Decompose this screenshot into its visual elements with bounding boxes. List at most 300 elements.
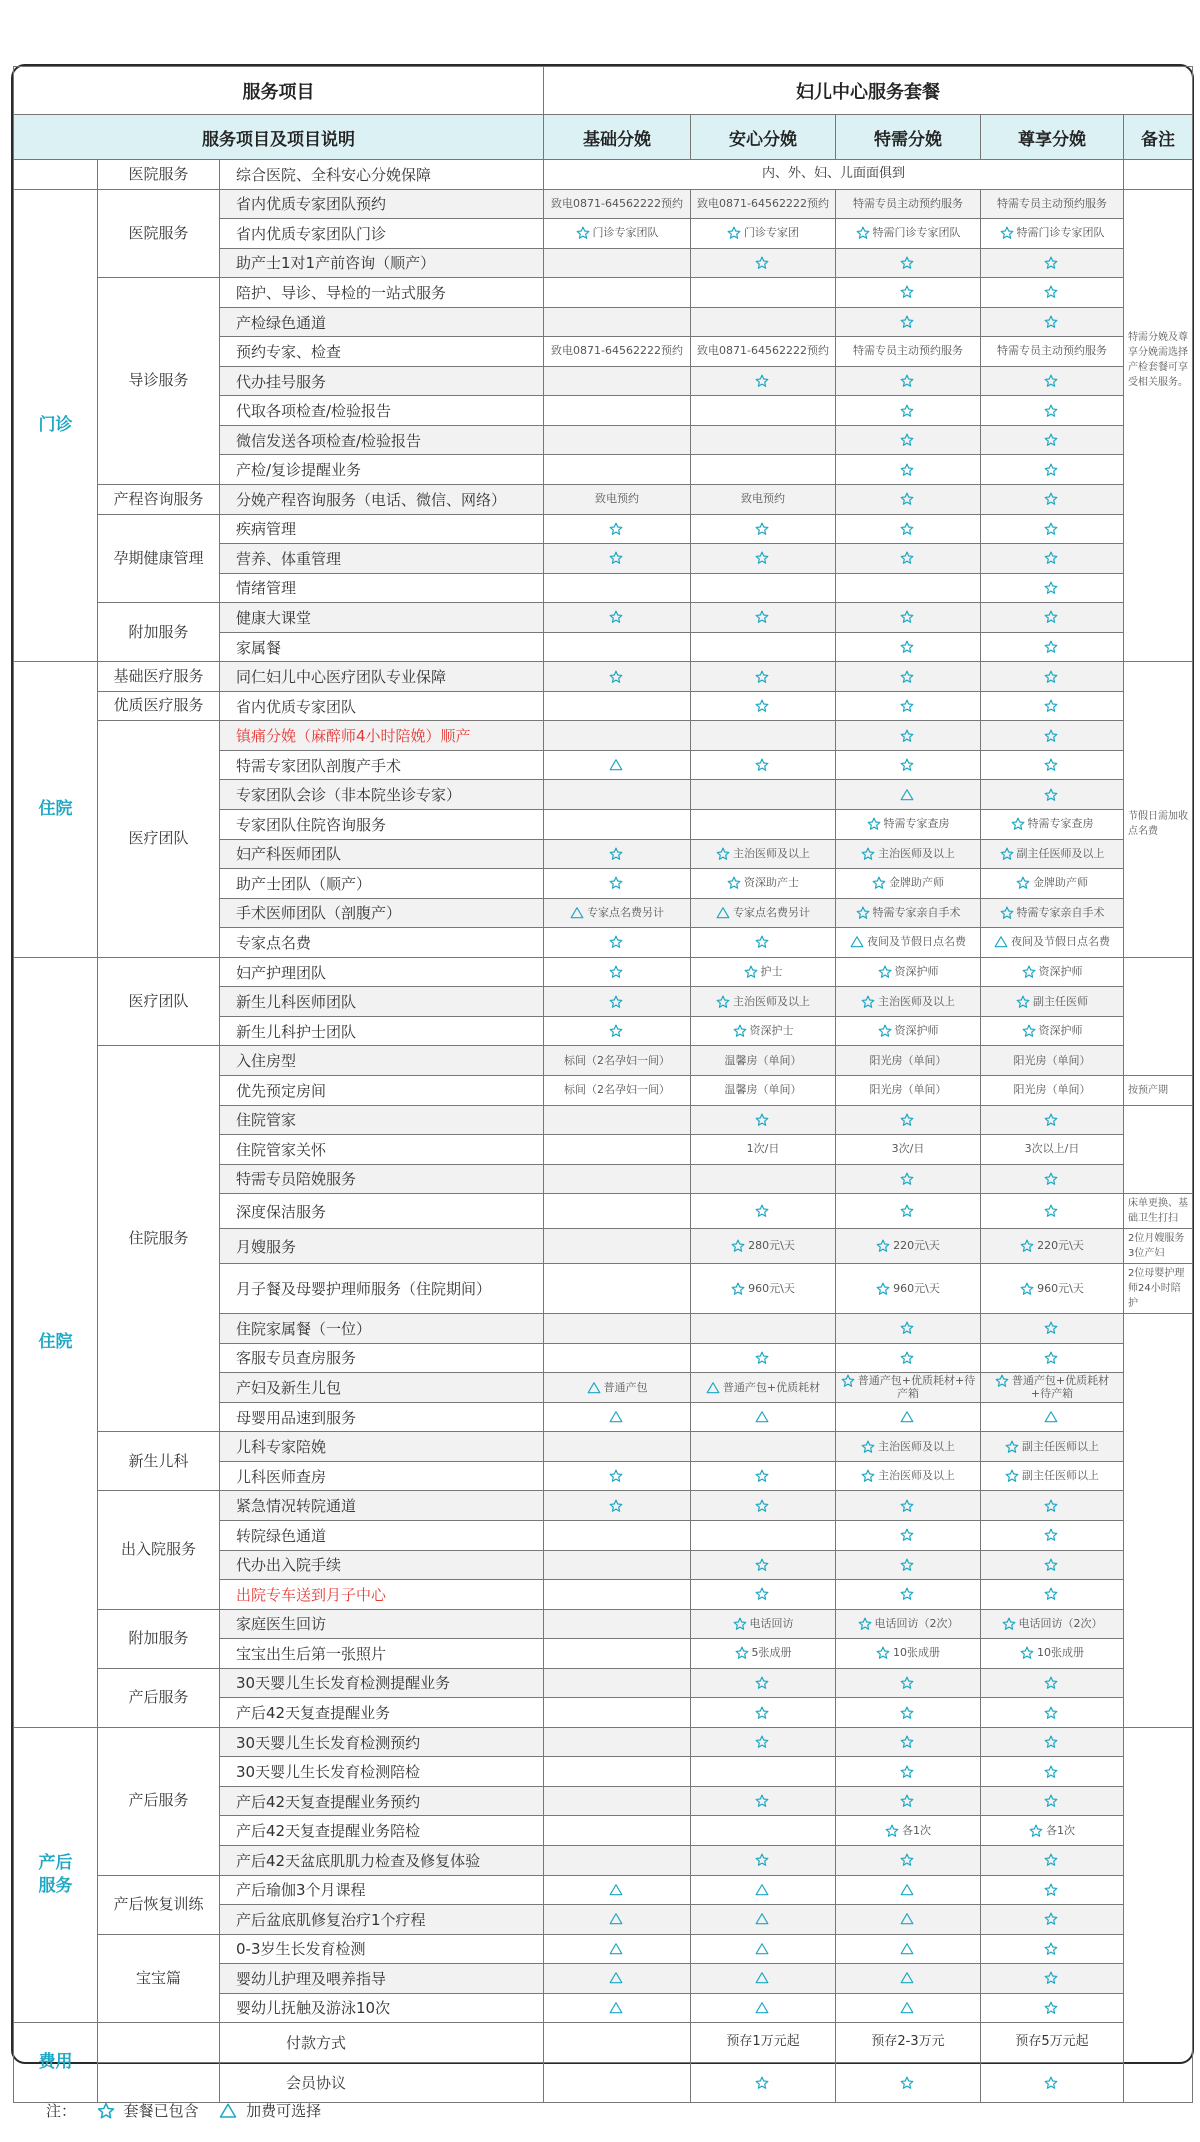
legend [46,2100,321,2121]
package-cell-comfort [691,189,836,219]
package-cell-special [836,1964,981,1994]
package-cell-premium [981,1668,1124,1698]
package-cell-comfort [691,1875,836,1905]
package-cell-comfort [691,307,836,337]
package-cell-comfort [691,1194,836,1229]
service-item-label: 助产士1对1产前咨询（顺产） [220,248,544,278]
table-row [14,514,1193,544]
star-icon [755,2076,769,2090]
star-icon [900,492,914,506]
package-cell-text: 阳光房（单间） [869,1083,947,1097]
service-item-label: 新生儿科护士团队 [220,1016,544,1046]
star-icon [900,1558,914,1572]
package-cell-premium [981,1461,1124,1491]
group-label: 导诊服务 [98,278,220,485]
star-icon [1044,1735,1058,1749]
service-item-label: 省内优质专家团队 [220,691,544,721]
package-cell-comfort [691,898,836,928]
package-cell-premium [981,1609,1124,1639]
category-label: 费用 [14,2023,98,2103]
package-cell-text: 致电0871-64562222预约 [551,196,683,210]
package-cell-basic [544,898,691,928]
legend-star-label: 套餐已包含 [123,2102,199,2120]
triangle-icon [850,935,864,949]
triangle-icon [570,906,584,920]
star-icon [900,551,914,565]
star-icon [733,1617,747,1631]
package-cell-special [836,1016,981,1046]
star-icon [755,1113,769,1127]
package-cell-comfort [691,396,836,426]
star-icon [755,1469,769,1483]
star-icon [1044,640,1058,654]
header-right-title: 妇儿中心服务套餐 [544,67,1193,115]
star-icon [900,1172,914,1186]
star-icon [1044,404,1058,418]
star-icon [1044,581,1058,595]
star-icon [731,1239,745,1253]
package-cell-basic [544,839,691,869]
package-cell-special [836,1757,981,1787]
triangle-icon [706,1381,720,1395]
package-cell-premium [981,1264,1124,1314]
group-label: 附加服务 [98,603,220,662]
package-cell-text: 普通产包+优质耗材+待产箱 [857,1374,976,1401]
remarks-header: 备注 [1124,115,1193,160]
package-cell-special [836,1905,981,1935]
star-icon [1044,1942,1058,1956]
service-item-label: 会员协议 [220,2063,544,2103]
triangle-icon [587,1381,601,1395]
package-cell-special [836,839,981,869]
triangle-icon [755,1883,769,1897]
triangle-icon [609,1883,623,1897]
star-icon [1044,1853,1058,1867]
package-cell-comfort [691,1668,836,1698]
package-cell-premium [981,219,1124,249]
package-cell-basic [544,1164,691,1194]
package-cell-basic [544,1905,691,1935]
star-icon [1005,1440,1019,1454]
package-cell-text: 预存2-3万元 [871,2034,945,2050]
package-cell-premium [981,1905,1124,1935]
star-icon [900,670,914,684]
package-cell-comfort [691,1550,836,1580]
service-item-label: 出院专车送到月子中心 [220,1580,544,1610]
package-cell-special [836,514,981,544]
package-cell-premium [981,278,1124,308]
star-icon [755,1351,769,1365]
package-cell-special [836,1875,981,1905]
package-cell-comfort [691,1993,836,2023]
table-row [14,160,1193,190]
package-cell-text: 特需专家亲自手术 [1016,905,1105,919]
package-cell-text: 护士 [760,964,783,978]
group-label: 医疗团队 [98,721,220,957]
package-cell-text: 特需门诊专家团队 [872,226,961,240]
package-cell-premium [981,1373,1124,1403]
table-row [14,1875,1193,1905]
package-cell-text: 致电0871-64562222预约 [551,344,683,358]
package-cell-basic [544,1135,691,1165]
service-item-label: 情绪管理 [220,573,544,603]
star-icon [1044,1113,1058,1127]
package-cell-special [836,1432,981,1462]
package-cell-comfort [691,514,836,544]
package-cell-special [836,632,981,662]
package-cell-basic [544,957,691,987]
package-cell-premium [981,455,1124,485]
package-cell-text: 主治医师及以上 [733,846,810,860]
star-icon [97,2102,115,2120]
package-cell-basic [544,1105,691,1135]
group-label: 新生儿科 [98,1432,220,1491]
triangle-icon [755,2001,769,2015]
package-cell-text: 主治医师及以上 [878,846,955,860]
star-icon [727,226,741,240]
table-row [14,691,1193,721]
package-cell-comfort [691,485,836,515]
star-icon [755,1676,769,1690]
package-cell-basic [544,219,691,249]
package-cell-premium [981,1698,1124,1728]
package-cell-special [836,485,981,515]
package-cell-text: 阳光房（单间） [1013,1053,1091,1067]
service-item-label: 家属餐 [220,632,544,662]
package-cell-basic [544,1432,691,1462]
service-item-label: 手术医师团队（剖腹产） [220,898,544,928]
package-cell-premium [981,780,1124,810]
star-icon [995,1374,1009,1388]
star-icon [1044,1321,1058,1335]
package-cell-premium [981,1816,1124,1846]
star-icon [867,817,881,831]
category-label: 产后 服务 [14,1727,98,2022]
package-cell-comfort [691,278,836,308]
service-item-label: 产后盆底肌修复治疗1个疗程 [220,1905,544,1935]
package-cell-text: 1次/日 [746,1142,780,1156]
package-cell-special [836,1343,981,1373]
package-cell-text: 960元\天 [1037,1281,1084,1295]
remark-cell [1124,1314,1193,1728]
package-cell-comfort [691,721,836,751]
star-icon [1044,1676,1058,1690]
package-cell-comfort [691,1727,836,1757]
package-cell-text: 960元\天 [748,1281,795,1295]
remark-cell: 节假日需加收点名费 [1124,662,1193,957]
star-icon [1044,285,1058,299]
package-header-premium: 尊享分娩 [981,115,1124,160]
package-cell-basic [544,307,691,337]
star-icon [900,256,914,270]
service-item-label: 疾病管理 [220,514,544,544]
star-icon [755,1558,769,1572]
package-cell-text: 标间（2名孕妇一间） [564,1053,670,1067]
package-cell-comfort [691,1520,836,1550]
category-label: 门诊 [14,189,98,662]
star-icon [609,847,623,861]
package-cell-basic [544,1757,691,1787]
package-cell-special [836,1314,981,1344]
package-cell-premium [981,573,1124,603]
star-icon [744,965,758,979]
package-cell-text: 280元\天 [748,1239,795,1253]
package-cell-text: 标间（2名孕妇一间） [564,1083,670,1097]
service-item-label: 产后瑜伽3个月课程 [220,1875,544,1905]
package-cell-premium [981,810,1124,840]
package-cell-text: 电话回访（2次） [1018,1616,1103,1630]
package-cell-special [836,1194,981,1229]
package-cell-special [836,2063,981,2103]
triangle-icon [609,1912,623,1926]
package-cell-text: 门诊专家团 [744,226,799,240]
package-cell-basic [544,485,691,515]
table-row [14,1668,1193,1698]
package-cell-comfort [691,957,836,987]
package-cell-comfort [691,1016,836,1046]
package-cell-comfort [691,1105,836,1135]
service-item-label: 妇产科医师团队 [220,839,544,869]
star-icon [900,404,914,418]
package-header-special: 特需分娩 [836,115,981,160]
package-cell-basic [544,2063,691,2103]
package-cell-text: 阳光房（单间） [1013,1083,1091,1097]
package-cell-text: 960元\天 [893,1281,940,1295]
package-cell-text: 专家点名费另计 [587,905,664,919]
category-label: 住院 [14,662,98,957]
remark-cell [1124,957,1193,1075]
star-icon [755,610,769,624]
triangle-icon [219,2102,237,2120]
package-cell-special [836,662,981,692]
star-icon [861,847,875,861]
service-item-label: 儿科专家陪娩 [220,1432,544,1462]
service-item-label: 产后42天复查提醒业务 [220,1698,544,1728]
package-cell-comfort [691,425,836,455]
category-label [14,160,98,190]
package-cell-special [836,1264,981,1314]
package-cell-premium [981,1757,1124,1787]
package-cell-special [836,455,981,485]
star-icon [900,1321,914,1335]
package-cell-text: 3次/日 [891,1142,925,1156]
package-cell-premium [981,1727,1124,1757]
package-cell-comfort [691,1964,836,1994]
star-icon [1011,817,1025,831]
package-cell-premium [981,1875,1124,1905]
star-icon [609,551,623,565]
package-cell-special [836,1135,981,1165]
remark-cell [1124,1105,1193,1194]
legend-triangle-label: 加费可选择 [246,2102,322,2120]
service-item-label: 30天婴儿生长发育检测提醒业务 [220,1668,544,1698]
package-cell-special [836,1491,981,1521]
package-cell-special [836,278,981,308]
service-item-label: 客服专员查房服务 [220,1343,544,1373]
service-item-label: 同仁妇儿中心医疗团队专业保障 [220,662,544,692]
package-cell-text: 普通产包+优质耗材 [722,1380,821,1394]
star-icon [1000,847,1014,861]
package-cell-special [836,2023,981,2063]
star-icon [900,374,914,388]
star-icon [1005,1469,1019,1483]
star-icon [872,876,886,890]
package-cell-comfort [691,603,836,633]
package-cell-comfort [691,1432,836,1462]
package-cell-text: 电话回访（2次） [874,1616,959,1630]
star-icon [1044,610,1058,624]
package-cell-premium [981,691,1124,721]
triangle-icon [994,935,1008,949]
package-cell-premium [981,1343,1124,1373]
package-cell-basic [544,1075,691,1105]
package-cell-comfort [691,1135,836,1165]
package-cell-special [836,1609,981,1639]
star-icon [1044,1499,1058,1513]
package-cell-basic [544,750,691,780]
package-cell-basic [544,928,691,958]
remark-cell: 按预产期 [1124,1075,1193,1105]
group-label [98,2023,220,2063]
table-row [14,1609,1193,1639]
star-icon [900,699,914,713]
package-cell-basic [544,1402,691,1432]
star-icon [861,995,875,1009]
package-cell-special [836,1698,981,1728]
group-label: 医院服务 [98,160,220,190]
service-item-label: 入住房型 [220,1046,544,1076]
package-cell-text: 致电0871-64562222预约 [697,196,829,210]
package-cell-premium [981,1993,1124,2023]
package-cell-basic [544,721,691,751]
service-item-label: 营养、体重管理 [220,544,544,574]
package-cell-basic [544,1639,691,1669]
package-cell-comfort [691,1229,836,1264]
service-item-label: 代办出入院手续 [220,1550,544,1580]
star-icon [755,935,769,949]
package-cell-text: 主治医师及以上 [878,1439,955,1453]
table-row [14,1432,1193,1462]
star-icon [755,1794,769,1808]
star-icon [755,374,769,388]
package-cell-special [836,1934,981,1964]
star-icon [609,1024,623,1038]
service-item-label: 助产士团队（顺产） [220,869,544,899]
star-icon [856,226,870,240]
package-cell-special [836,544,981,574]
package-cell-special [836,1075,981,1105]
package-cell-text: 致电预约 [595,492,639,506]
service-item-label: 紧急情况转院通道 [220,1491,544,1521]
package-cell-premium [981,721,1124,751]
service-item-label: 家庭医生回访 [220,1609,544,1639]
package-cell-text: 普通产包+优质耗材+待产箱 [1011,1374,1110,1401]
star-icon [1044,2076,1058,2090]
package-cell-comfort [691,810,836,840]
star-icon [1044,374,1058,388]
group-label: 宝宝篇 [98,1934,220,2023]
remark-cell: 床单更换、基础卫生打扫 [1124,1194,1193,1229]
package-cell-basic [544,573,691,603]
package-cell-text: 致电预约 [741,492,785,506]
service-item-label: 镇痛分娩（麻醉师4小时陪娩）顺产 [220,721,544,751]
package-cell-special [836,691,981,721]
star-icon [1016,876,1030,890]
package-cell-special [836,928,981,958]
header-left-title: 服务项目 [14,67,544,115]
service-item-label: 特需专家团队剖腹产手术 [220,750,544,780]
package-cell-special [836,1046,981,1076]
star-icon [876,1646,890,1660]
package-cell-comfort [691,455,836,485]
package-cell-premium [981,1016,1124,1046]
star-icon [755,1204,769,1218]
star-icon [900,1351,914,1365]
package-cell-text: 金牌助产师 [1033,876,1088,890]
package-cell-comfort [691,2023,836,2063]
service-item-label: 代办挂号服务 [220,366,544,396]
package-cell-special [836,1550,981,1580]
service-item-label: 婴幼儿抚触及游泳10次 [220,1993,544,2023]
package-cell-comfort [691,1816,836,1846]
package-cell-basic [544,1816,691,1846]
package-cell-premium [981,1639,1124,1669]
package-cell-basic [544,603,691,633]
star-icon [609,1499,623,1513]
package-cell-comfort [691,544,836,574]
service-item-label: 专家团队住院咨询服务 [220,810,544,840]
star-icon [1044,1765,1058,1779]
package-cell-basic [544,1993,691,2023]
star-icon [1044,433,1058,447]
star-icon [1000,226,1014,240]
table-row [14,189,1193,219]
package-cell-comfort [691,780,836,810]
package-cell-premium [981,1934,1124,1964]
package-cell-comfort [691,1845,836,1875]
service-item-label: 预约专家、检查 [220,337,544,367]
group-label: 产后服务 [98,1727,220,1875]
service-item-label: 转院绿色通道 [220,1520,544,1550]
triangle-icon [900,1971,914,1985]
package-cell-comfort [691,839,836,869]
group-label: 附加服务 [98,1609,220,1668]
star-icon [900,1113,914,1127]
package-cell-basic [544,987,691,1017]
package-cell-special [836,898,981,928]
table-row [14,957,1193,987]
star-icon [900,1853,914,1867]
service-item-label: 优先预定房间 [220,1075,544,1105]
package-cell-special [836,366,981,396]
package-cell-text: 特需专员主动预约服务 [853,344,963,358]
star-icon [876,1282,890,1296]
package-cell-special [836,1105,981,1135]
package-cell-basic [544,1314,691,1344]
star-icon [1020,1282,1034,1296]
package-cell-comfort [691,1609,836,1639]
star-icon [1002,1617,1016,1631]
star-icon [861,1440,875,1454]
package-cell-premium [981,1550,1124,1580]
group-label: 产后服务 [98,1668,220,1727]
package-cell-premium [981,603,1124,633]
package-cell-comfort [691,1786,836,1816]
package-cell-premium [981,987,1124,1017]
package-cell-special [836,957,981,987]
package-cell-comfort [691,366,836,396]
triangle-icon [900,2001,914,2015]
